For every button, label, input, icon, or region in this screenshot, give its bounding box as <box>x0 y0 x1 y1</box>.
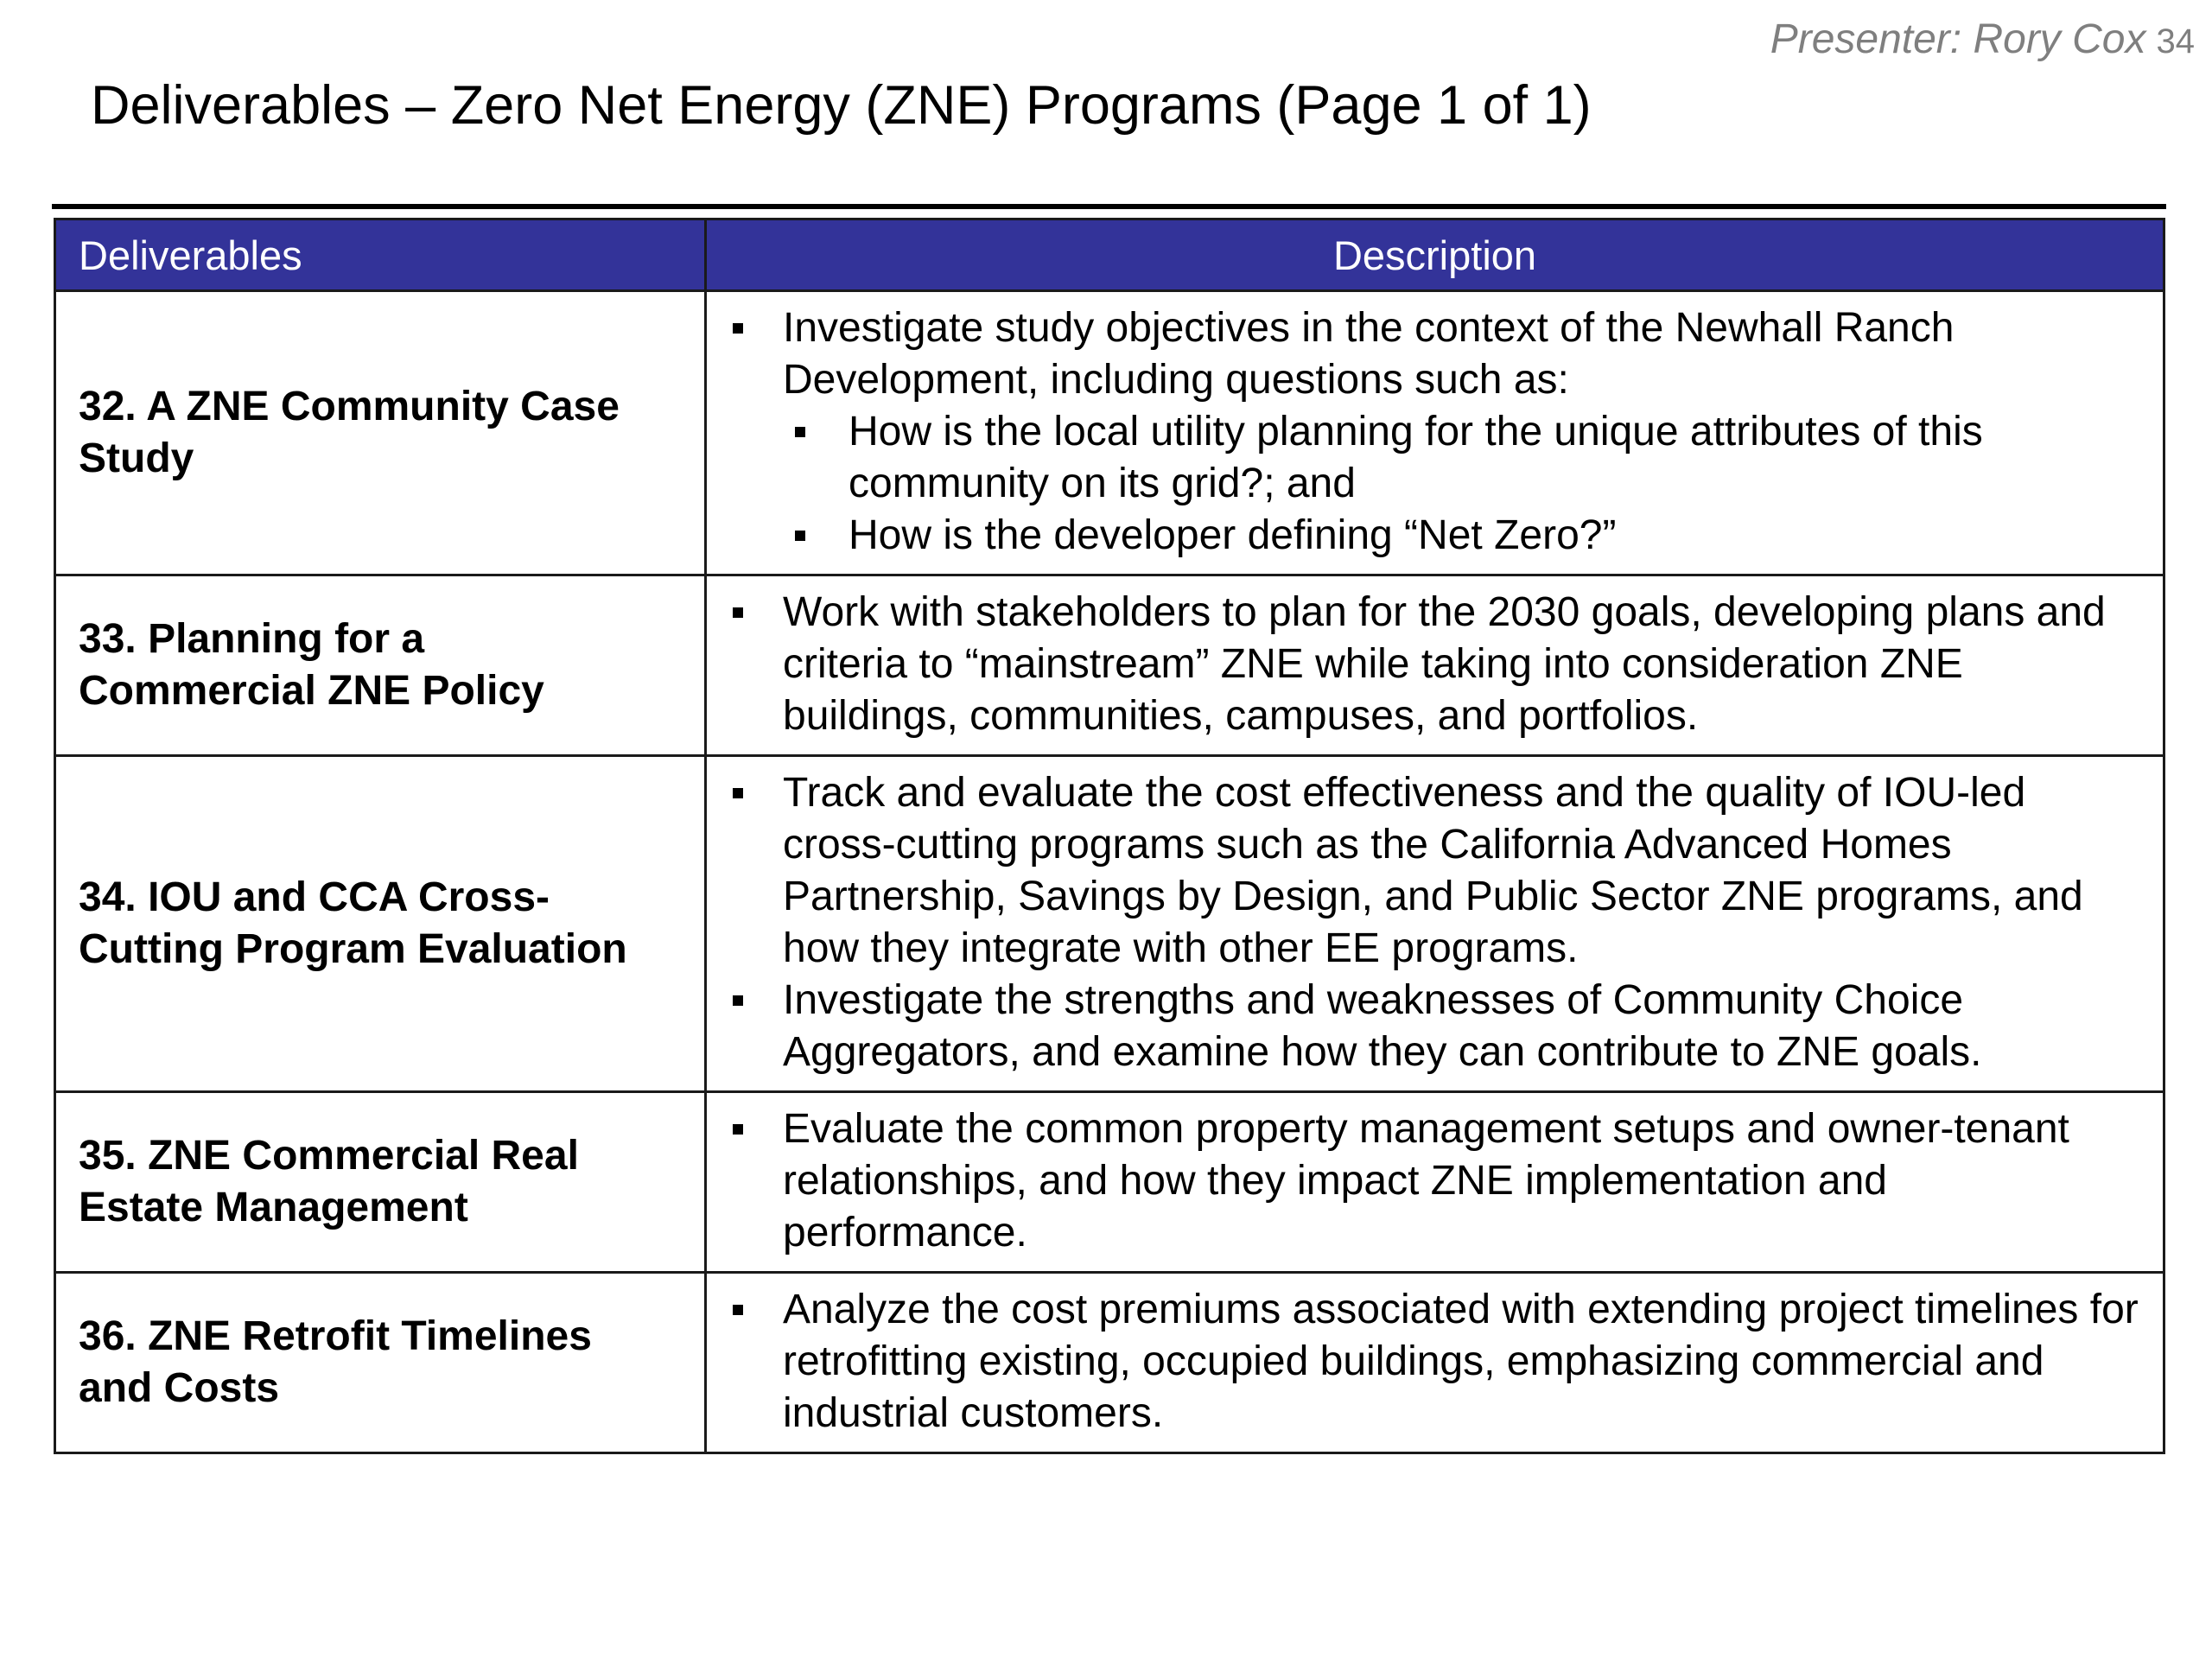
bullet-item <box>731 1103 2142 1259</box>
table-row <box>55 1273 2164 1453</box>
deliverable-name-line: 34. IOU and CCA Cross- <box>79 874 550 920</box>
deliverables-table <box>54 218 2165 1454</box>
bullet-item <box>731 587 2142 742</box>
title-divider <box>52 204 2166 209</box>
bullet-text: Evaluate the common property management setups and owner-tenant relationships, and how they impact ZNE implementation and performance. <box>783 1106 2069 1255</box>
deliverable-description <box>706 756 2164 1092</box>
bullet-text: Track and evaluate the cost effectiveness and the quality of IOU-led cross-cutting programs such as the California Advanced Homes Partnership, Savings by Design, and Public Sector ZNE programs, and how they integrate with other EE programs. <box>783 770 2083 971</box>
bullet-icon <box>733 1305 743 1315</box>
sub-bullet-text: How is the developer defining “Net Zero?” <box>849 512 1617 558</box>
bullet-item <box>731 975 2142 1078</box>
table-row <box>55 291 2164 575</box>
sub-bullet-text: How is the local utility planning for the unique attributes of this community on its grid?; and <box>849 409 1983 506</box>
presenter-note <box>1770 16 2195 62</box>
bullet-item <box>731 767 2142 975</box>
sub-bullet-item <box>790 510 2142 562</box>
deliverable-name-line: 36. ZNE Retrofit Timelines <box>79 1313 592 1359</box>
bullet-text: Analyze the cost premiums associated with extending project timelines for retrofitting existing, occupied buildings, emphasizing commercial and industrial customers. <box>783 1287 2139 1436</box>
deliverable-name <box>55 1092 706 1273</box>
deliverable-name <box>55 1273 706 1453</box>
sub-bullet-item <box>790 406 2142 510</box>
deliverable-description <box>706 291 2164 575</box>
table-header-row <box>55 219 2164 291</box>
column-header-deliverables: Deliverables <box>55 219 706 291</box>
bullet-icon <box>733 995 743 1006</box>
deliverable-name-line: Commercial ZNE Policy <box>79 668 544 714</box>
bullet-icon <box>733 788 743 798</box>
bullet-icon <box>733 607 743 618</box>
table-row <box>55 756 2164 1092</box>
bullet-text: Investigate study objectives in the context of the Newhall Ranch Development, including questions such as: <box>783 305 1955 403</box>
deliverable-name-line: Study <box>79 435 194 481</box>
bullet-icon <box>795 427 805 437</box>
deliverable-description <box>706 1273 2164 1453</box>
deliverable-name <box>55 291 706 575</box>
deliverable-name <box>55 575 706 756</box>
table-row <box>55 575 2164 756</box>
bullet-item <box>731 302 2142 406</box>
presenter-name: Presenter: Rory Cox <box>1770 16 2146 62</box>
bullet-icon <box>795 531 805 541</box>
page-title: Deliverables – Zero Net Energy (ZNE) Programs (Page 1 of 1) <box>91 75 1592 136</box>
bullet-icon <box>733 1124 743 1135</box>
deliverable-description <box>706 575 2164 756</box>
bullet-text: Investigate the strengths and weaknesses of Community Choice Aggregators, and examine how they can contribute to ZNE goals. <box>783 977 1982 1075</box>
deliverable-name <box>55 756 706 1092</box>
deliverable-name-line: 32. A ZNE Community Case <box>79 384 620 429</box>
deliverable-name-line: 33. Planning for a <box>79 616 425 662</box>
deliverable-name-line: Estate Management <box>79 1185 468 1230</box>
deliverable-name-line: Cutting Program Evaluation <box>79 926 627 972</box>
table-row <box>55 1092 2164 1273</box>
bullet-icon <box>733 323 743 334</box>
page-number: 34 <box>2156 22 2195 60</box>
deliverable-name-line: 35. ZNE Commercial Real <box>79 1133 579 1179</box>
bullet-text: Work with stakeholders to plan for the 2030 goals, developing plans and criteria to “mainstream” ZNE while taking into consideration ZNE buildings, communities, campuses, and portfolios. <box>783 589 2106 739</box>
deliverable-name-line: and Costs <box>79 1365 280 1411</box>
column-header-description: Description <box>706 219 2164 291</box>
bullet-item <box>731 1284 2142 1440</box>
deliverable-description <box>706 1092 2164 1273</box>
